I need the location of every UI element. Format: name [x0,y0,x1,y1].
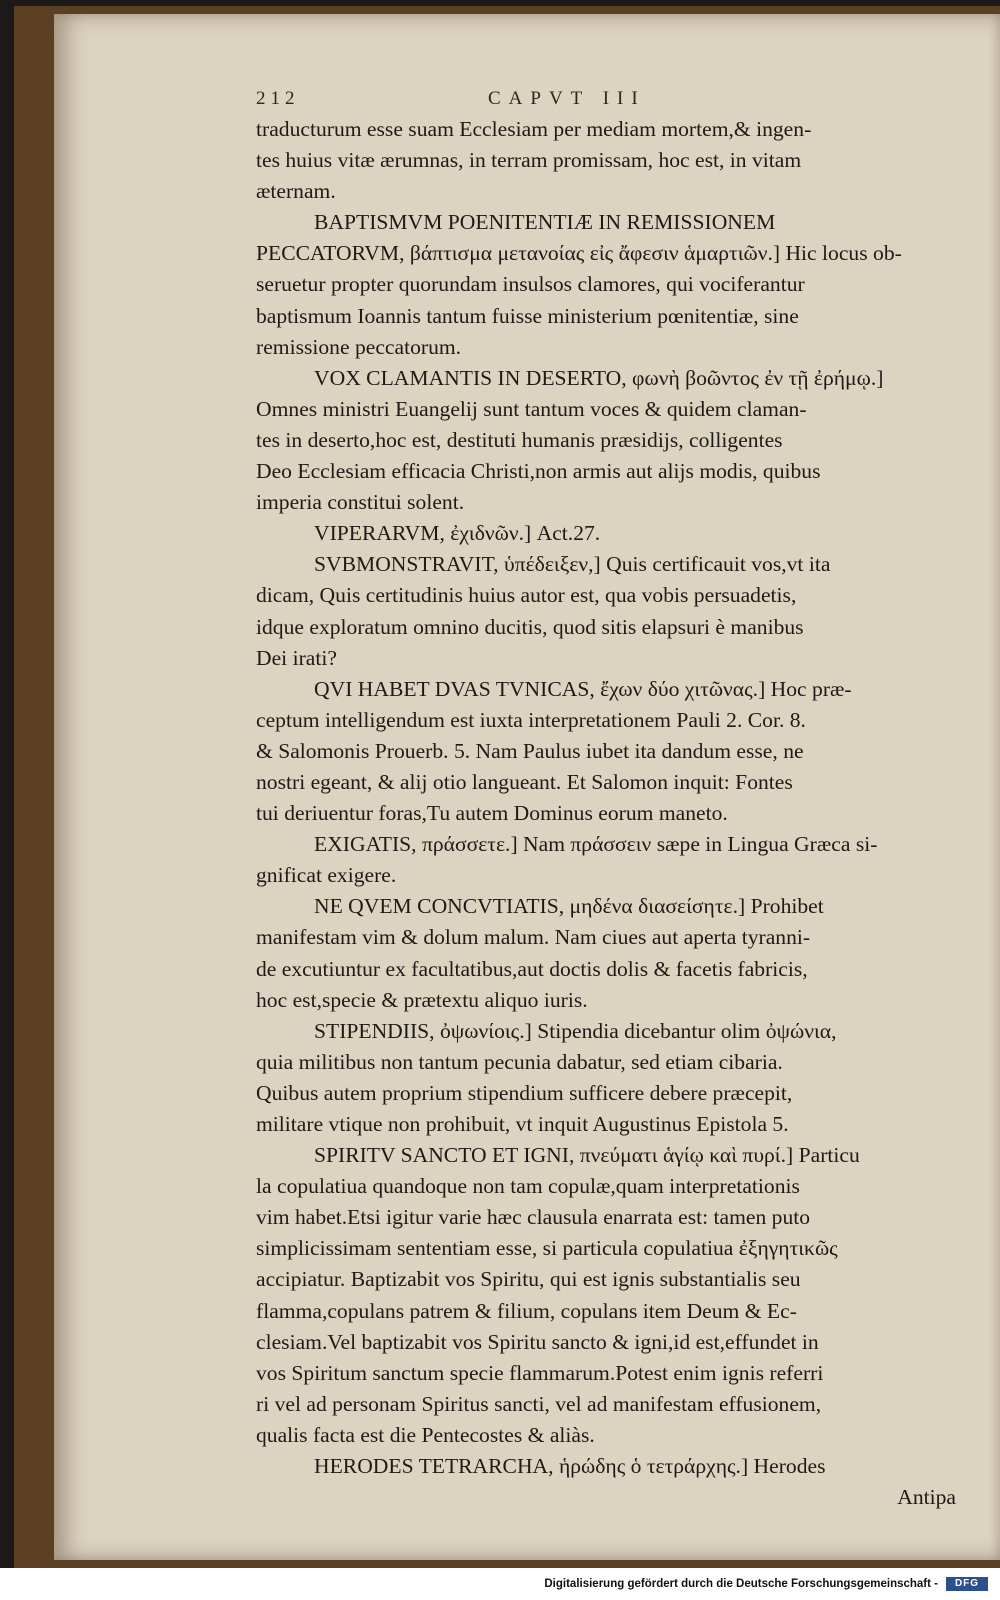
text-line: vos Spiritum sanctum specie flammarum.Potest enim ignis referri [256,1360,824,1385]
text-line: seruetur propter quorundam insulsos clamores, qui vociferantur [256,272,805,297]
text-line: de excutiuntur ex facultatibus,aut doctis dolis & facetis fabricis, [256,956,808,981]
text-line: Quibus autem proprium stipendium sufficere debere præcepit, [256,1080,793,1105]
text-line: æternam. [256,179,336,204]
text-line: quia militibus non tantum pecunia dabatur, sed etiam cibaria. [256,1049,783,1074]
page-number: 212 [256,88,300,109]
text-line: imperia constitui solent. [256,490,465,515]
lemma-line: VIPERARVM, ἐχιδνῶν.] Act.27. [314,521,601,546]
text-line: la copulatiua quandoque non tam copulæ,quam interpretationis [256,1174,800,1199]
text-line: tui deriuentur foras,Tu autem Dominus eorum maneto. [256,801,728,826]
text-line: clesiam.Vel baptizabit vos Spiritu sancto & igni,id est,effundet in [256,1329,819,1354]
lemma-line: HERODES TETRARCHA, ἡρώδης ὁ τετράρχης.] Herodes [314,1454,826,1479]
text-line: nostri egeant, & alij otio langueant. Et Salomon inquit: Fontes [256,769,793,794]
text-line: & Salomonis Prouerb. 5. Nam Paulus iubet ita dandum esse, ne [256,738,804,763]
text-line: Dei irati? [256,645,337,670]
lemma-line: STIPENDIIS, ὀψωνίοις.] Stipendia dicebantur olim ὀψώνια, [314,1018,837,1043]
text-line: tes huius vitæ ærumnas, in terram promissam, hoc est, in vitam [256,148,802,173]
text-line: simplicissimam sententiam esse, si particula copulatiua ἐξηγητικῶς [256,1236,838,1261]
text-line: remissione peccatorum. [256,334,462,359]
text-line: gnificat exigere. [256,863,397,888]
text-line: vim habet.Etsi igitur varie hæc clausula enarrata est: tamen puto [256,1205,811,1230]
lemma-line: NE QVEM CONCVTIATIS, μηδένα διασείσητε.] Prohibet [314,894,824,919]
chapter-heading: CAPVT III [488,88,646,109]
text-line: ceptum intelligendum est iuxta interpretationem Pauli 2. Cor. 8. [256,707,806,732]
text-line: idque exploratum omnino ducitis, quod sitis elapsuri è manibus [256,614,804,639]
lemma-line: SVBMONSTRAVIT, ὑπέδειξεν,] Quis certificauit vos,vt ita [314,552,831,577]
lemma-line: SPIRITV SANCTO ET IGNI, πνεύματι ἁγίῳ καὶ πυρί.] Particu [314,1143,860,1168]
text-line: tes in deserto,hoc est, destituti humanis præsidijs, colligentes [256,427,783,452]
text-line: baptismum Ioannis tantum fuisse ministerium pœnitentiæ, sine [256,303,799,328]
text-line: PECCATORVM, βάπτισμα μετανοίας εἰς ἄφεσιν ἁμαρτιῶν.] Hic locus ob- [256,241,902,266]
text-line: hoc est,specie & prætextu aliquo iuris. [256,987,588,1012]
text-line: manifestam vim & dolum malum. Nam ciues aut aperta tyranni- [256,925,811,950]
lemma-line: VOX CLAMANTIS IN DESERTO, φωνὴ βοῶντος ἐν τῇ ἐρήμῳ.] [314,365,884,390]
lemma-line: QVI HABET DVAS TVNICAS, ἔχων δύο χιτῶνας.] Hoc præ- [314,676,852,701]
text-line: ri vel ad personam Spiritus sancti, vel ad manifestam effusionem, [256,1391,822,1416]
lemma-line: BAPTISMVM POENITENTIÆ IN REMISSIONEM [314,210,776,235]
text-line: militare vtique non prohibuit, vt inquit Augustinus Epistola 5. [256,1112,789,1136]
dfg-logo: DFG [946,1577,988,1591]
text-line: flamma,copulans patrem & filium, copulans item Deum & Ec- [256,1298,797,1323]
text-line: traducturum esse suam Ecclesiam per mediam mortem,& ingen- [256,117,812,141]
text-line: qualis facta est die Pentecostes & aliàs. [256,1422,595,1447]
lemma-line: EXIGATIS, πράσσετε.] Nam πράσσειν sæpe in Lingua Græca si- [314,832,878,857]
catchword: Antipa [897,1485,956,1510]
text-line: dicam, Quis certitudinis huius autor est, qua vobis persuadetis, [256,583,797,608]
text-line: Deo Ecclesiam efficacia Christi,non armis aut alijs modis, quibus [256,459,821,484]
text-line: accipiatur. Baptizabit vos Spiritu, qui est ignis substantialis seu [256,1267,801,1292]
text-line: Omnes ministri Euangelij sunt tantum voces & quidem claman- [256,396,807,421]
page-body [256,114,956,1513]
digitization-footer [0,1568,1000,1600]
funding-credit: Digitalisierung gefördert durch die Deutsche Forschungsgemeinschaft - [544,1578,938,1590]
